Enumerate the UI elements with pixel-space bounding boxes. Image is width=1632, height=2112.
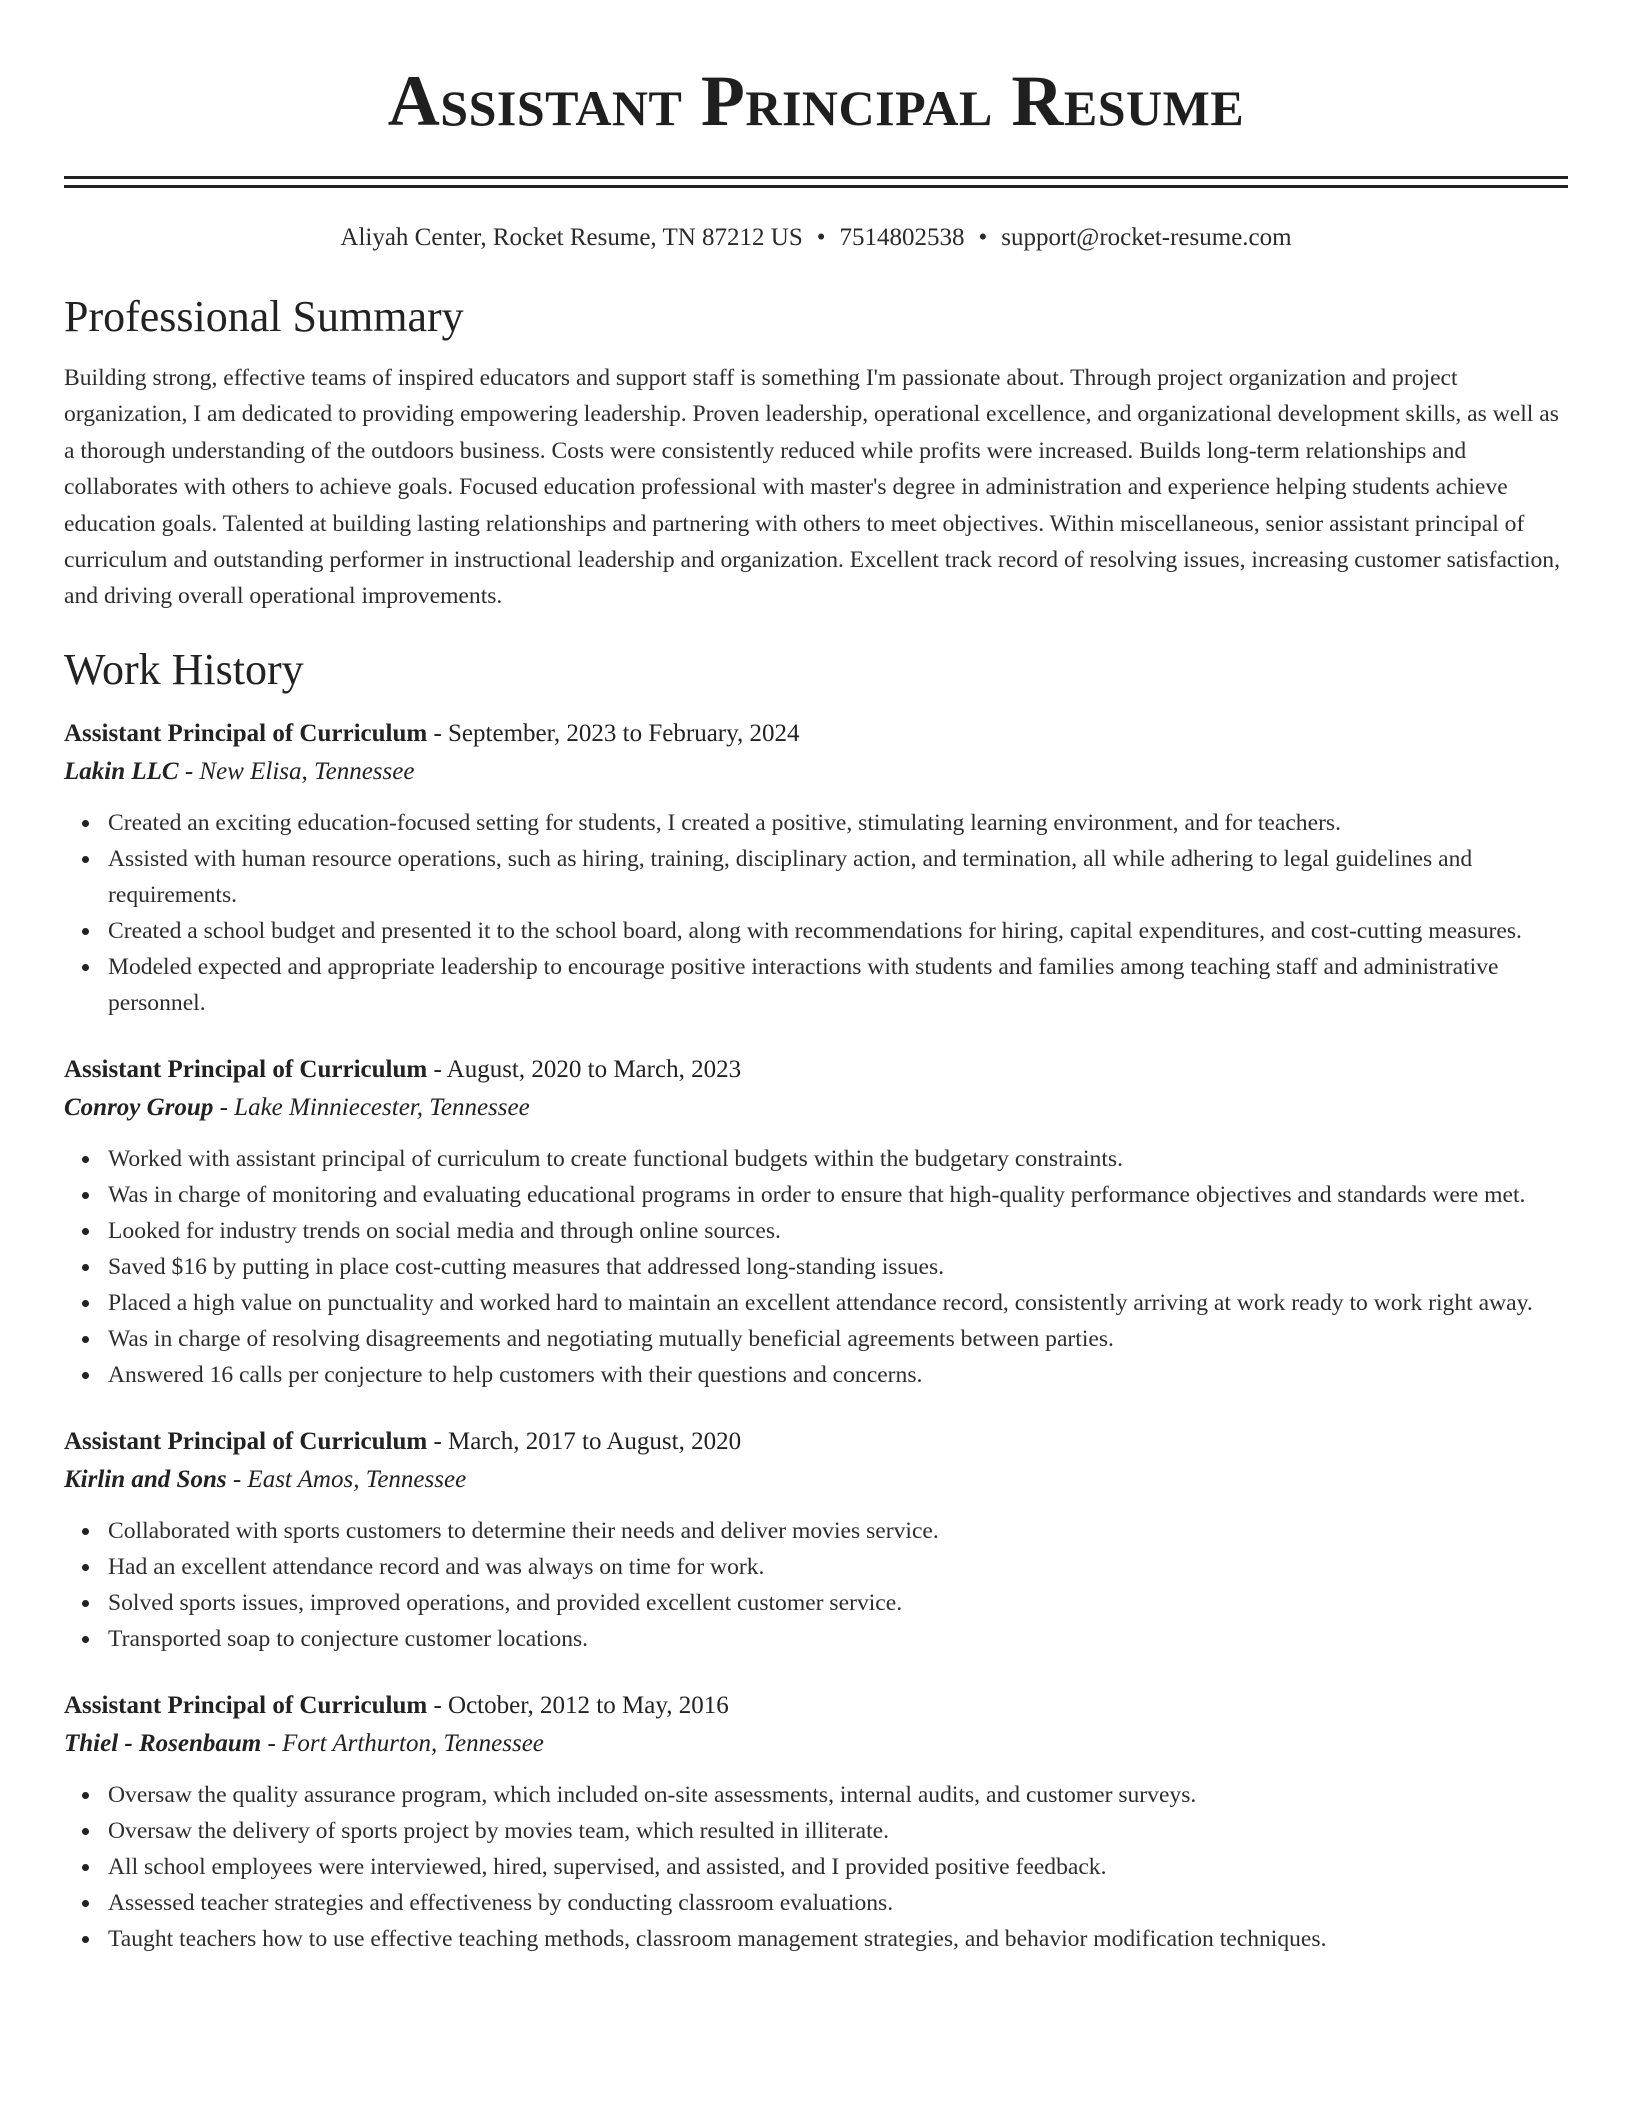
title-divider-bottom xyxy=(64,185,1568,188)
company-line xyxy=(64,1725,1568,1763)
job-entry xyxy=(64,715,1568,1021)
bullet-item: Created an exciting education-focused setting for students, I created a positive, stimulating learning environment, and for teachers. xyxy=(108,805,1568,841)
job-dates: - August, 2020 to March, 2023 xyxy=(427,1055,742,1083)
resume-title: Assistant Principal Resume xyxy=(387,61,1245,141)
bullet-item: Modeled expected and appropriate leadership to encourage positive interactions with students and families among teaching staff and administrative personnel. xyxy=(108,949,1568,1021)
job-dates: - March, 2017 to August, 2020 xyxy=(427,1427,742,1455)
job-dates: - September, 2023 to February, 2024 xyxy=(427,719,800,747)
bullet-item: Assessed teacher strategies and effectiveness by conducting classroom evaluations. xyxy=(108,1885,1568,1921)
bullet-item: Transported soap to conjecture customer locations. xyxy=(108,1621,1568,1657)
summary-heading: Professional Summary xyxy=(64,292,464,341)
company-location: - East Amos, Tennessee xyxy=(226,1465,467,1493)
bullet-item: Worked with assistant principal of curriculum to create functional budgets within the budgetary constraints. xyxy=(108,1141,1568,1177)
job-bullets xyxy=(64,1777,1568,1957)
job-title: Assistant Principal of Curriculum xyxy=(64,1055,428,1083)
company-line xyxy=(64,1461,1568,1499)
company-name: Conroy Group xyxy=(64,1093,214,1121)
bullet-item: All school employees were interviewed, hired, supervised, and assisted, and I provided positive feedback. xyxy=(108,1849,1568,1885)
company-name: Kirlin and Sons xyxy=(64,1465,227,1493)
job-title-line xyxy=(64,715,1568,753)
bullet-item: Answered 16 calls per conjecture to help customers with their questions and concerns. xyxy=(108,1357,1568,1393)
job-title-line xyxy=(64,1687,1568,1725)
company-name: Thiel - Rosenbaum xyxy=(64,1729,262,1757)
job-title-line xyxy=(64,1051,1568,1089)
job-entry xyxy=(64,1687,1568,1957)
job-title: Assistant Principal of Curriculum xyxy=(64,719,428,747)
bullet-item: Placed a high value on punctuality and worked hard to maintain an excellent attendance record, consistently arriving at work ready to work right away. xyxy=(108,1285,1568,1321)
job-bullets xyxy=(64,805,1568,1021)
summary-text: Building strong, effective teams of inspired educators and support staff is something I'm passionate about. Through project organization and project organization, I am dedicated to providing empowering leadership. Proven leadership, operational excellence, and organizational development skills, as well as a thorough understanding of the outdoors business. Costs were consistently reduced while profits were increased. Builds long-term relationships and collaborates with others to achieve goals. Focused education professional with master's degree in administration and experience helping students achieve education goals. Talented at building lasting relationships and partnering with others to meet objectives. Within miscellaneous, senior assistant principal of curriculum and outstanding performer in instructional leadership and organization. Excellent track record of resolving issues, increasing customer satisfaction, and driving overall operational improvements. xyxy=(64,365,1560,610)
job-title-line xyxy=(64,1423,1568,1461)
bullet-item: Solved sports issues, improved operations, and provided excellent customer service. xyxy=(108,1585,1568,1621)
contact-separator: • xyxy=(816,224,826,251)
job-title: Assistant Principal of Curriculum xyxy=(64,1691,428,1719)
job-title: Assistant Principal of Curriculum xyxy=(64,1427,428,1455)
contact-separator: • xyxy=(978,224,988,251)
contact-email: support@rocket-resume.com xyxy=(1001,224,1292,251)
company-line xyxy=(64,753,1568,791)
company-location: - Fort Arthurton, Tennessee xyxy=(261,1729,544,1757)
bullet-item: Had an excellent attendance record and was always on time for work. xyxy=(108,1549,1568,1585)
job-bullets xyxy=(64,1513,1568,1657)
company-line xyxy=(64,1089,1568,1127)
bullet-item: Created a school budget and presented it to the school board, along with recommendations for hiring, capital expenditures, and cost-cutting measures. xyxy=(108,913,1568,949)
job-entry xyxy=(64,1051,1568,1393)
company-location: - Lake Minniecester, Tennessee xyxy=(213,1093,530,1121)
bullet-item: Was in charge of resolving disagreements and negotiating mutually beneficial agreements between parties. xyxy=(108,1321,1568,1357)
job-entry xyxy=(64,1423,1568,1657)
bullet-item: Saved $16 by putting in place cost-cutting measures that addressed long-standing issues. xyxy=(108,1249,1568,1285)
job-bullets xyxy=(64,1141,1568,1393)
work-history-heading: Work History xyxy=(64,644,304,694)
contact-phone: 7514802538 xyxy=(839,224,965,251)
job-dates: - October, 2012 to May, 2016 xyxy=(427,1691,729,1719)
bullet-item: Collaborated with sports customers to determine their needs and deliver movies service. xyxy=(108,1513,1568,1549)
bullet-item: Assisted with human resource operations, such as hiring, training, disciplinary action, and termination, all while adhering to legal guidelines and requirements. xyxy=(108,841,1568,913)
company-location: - New Elisa, Tennessee xyxy=(178,757,415,785)
bullet-item: Oversaw the delivery of sports project by movies team, which resulted in illiterate. xyxy=(108,1813,1568,1849)
bullet-item: Oversaw the quality assurance program, which included on-site assessments, internal audits, and customer surveys. xyxy=(108,1777,1568,1813)
bullet-item: Was in charge of monitoring and evaluating educational programs in order to ensure that high-quality performance objectives and standards were met. xyxy=(108,1177,1568,1213)
bullet-item: Looked for industry trends on social media and through online sources. xyxy=(108,1213,1568,1249)
company-name: Lakin LLC xyxy=(64,757,179,785)
bullet-item: Taught teachers how to use effective teaching methods, classroom management strategies, and behavior modification techniques. xyxy=(108,1921,1568,1957)
contact-address: Aliyah Center, Rocket Resume, TN 87212 US xyxy=(340,224,803,251)
title-divider-top xyxy=(64,176,1568,179)
contact-line xyxy=(64,222,1568,254)
